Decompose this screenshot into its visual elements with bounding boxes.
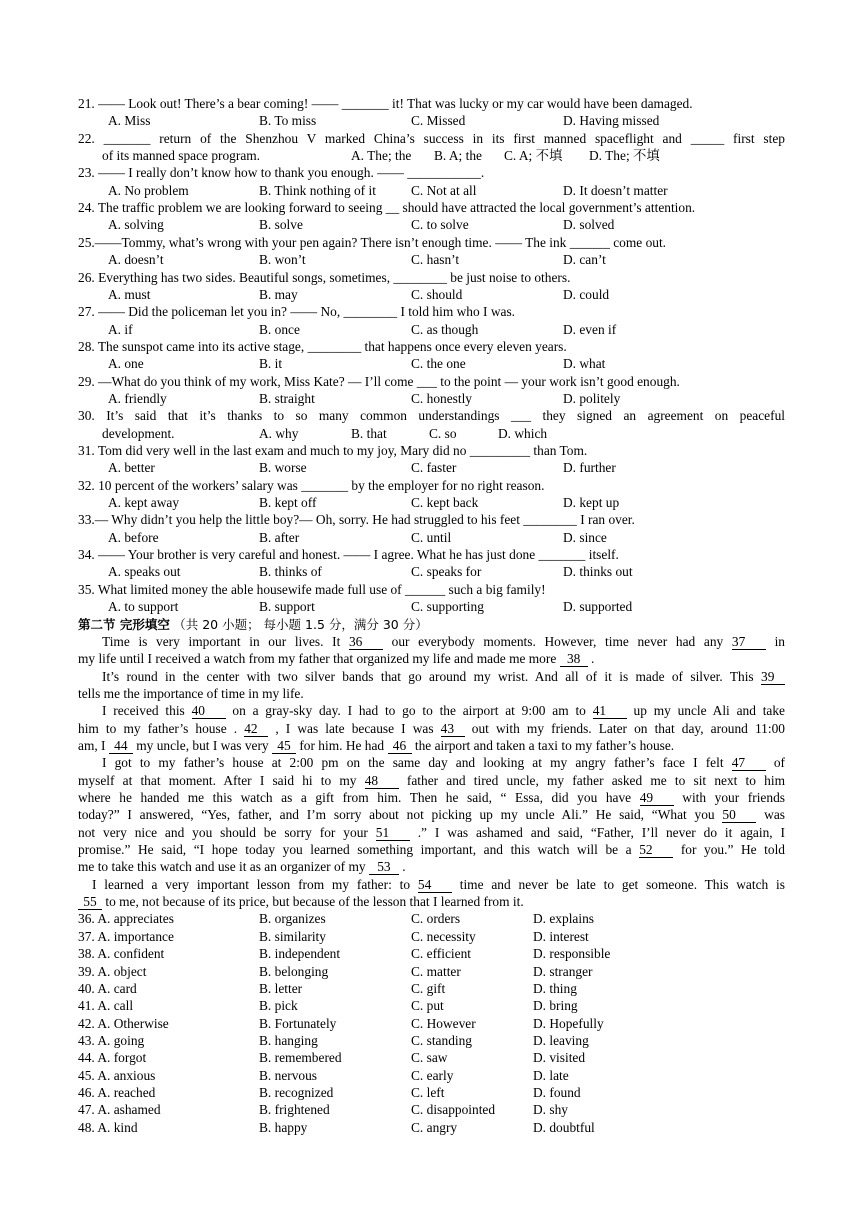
cloze-option: 36. A. appreciates — [78, 911, 174, 927]
answer-option: D. which — [498, 425, 548, 441]
passage-line — [78, 685, 785, 702]
text-run: for you.” He told — [680, 842, 785, 858]
answer-blank: 42 — [244, 722, 268, 737]
cloze-option: B. letter — [259, 980, 303, 996]
text-run: tells me the importance of time in my life. — [78, 685, 304, 701]
answer-option: D. politely — [563, 390, 621, 406]
question-stem — [78, 546, 785, 563]
cloze-option: B. independent — [259, 946, 341, 962]
text-run: up my uncle Ali and take — [633, 703, 785, 719]
cloze-option: D. shy — [533, 1102, 568, 1118]
question-stem — [78, 269, 785, 286]
cloze-option: B. recognized — [259, 1084, 334, 1100]
question-text: 33.— Why didn’t you help the little boy?— Oh, sorry. He had struggled to his feet ________ I ran over. — [78, 512, 635, 528]
cloze-option: B. organizes — [259, 911, 326, 927]
section-heading — [78, 616, 785, 633]
text-run: I learned a very important lesson from my father: to — [92, 876, 411, 892]
answer-blank: 43 — [441, 722, 465, 737]
cloze-option: C. disappointed — [411, 1102, 496, 1118]
cloze-option: B. hanging — [259, 1032, 318, 1048]
text-run: Time is very important in our lives. It — [102, 633, 341, 649]
answer-blank: 48 — [365, 774, 399, 789]
text-run: the airport and taken a taxi to my father’s house. — [414, 737, 675, 753]
question-stem-continued — [102, 425, 352, 442]
text-run: to me, not because of its price, but because of the lesson that I learned from it. — [105, 894, 524, 910]
answer-blank: 49 — [640, 791, 674, 806]
question-text: of its manned space program. — [102, 148, 261, 164]
question-text: 24. The traffic problem we are looking forward to seeing __ should have attracted the local government’s attention. — [78, 200, 696, 216]
text-run: him to my father’s house . — [78, 720, 238, 736]
answer-option: D. further — [563, 460, 616, 476]
passage-line — [102, 668, 785, 685]
cloze-option: C. early — [411, 1067, 454, 1083]
answer-option: D. solved — [563, 217, 615, 233]
question-stem — [78, 511, 785, 528]
answer-option: D. It doesn’t matter — [563, 182, 668, 198]
text-run: my life until I received a watch from my father that organized my life and made me more — [78, 651, 557, 667]
text-run: It’s round in the center with two silver bands that go around my wrist. And all of it is made of silver. This — [102, 668, 754, 684]
question-stem — [78, 477, 785, 494]
answer-blank: 45 — [272, 739, 296, 754]
question-text: 23. —— I really don’t know how to thank you enough. —— ___________. — [78, 165, 485, 181]
text-run: . — [591, 651, 595, 667]
question-text: 32. 10 percent of the workers’ salary was _______ by the employer for no right reason. — [78, 477, 545, 493]
cloze-option: 40. A. card — [78, 980, 137, 996]
cloze-option: D. Hopefully — [533, 1015, 604, 1031]
answer-option: C. as though — [411, 321, 479, 337]
answer-blank: 38 — [560, 652, 588, 667]
answer-option: C. faster — [411, 460, 457, 476]
question-stem — [78, 407, 785, 424]
question-stem — [78, 95, 785, 112]
answer-blank: 40 — [192, 704, 226, 719]
answer-option: B. Think nothing of it — [259, 182, 376, 198]
passage-line — [78, 841, 785, 858]
cloze-option: 42. A. Otherwise — [78, 1015, 169, 1031]
answer-option: A. The; the — [351, 148, 412, 164]
cloze-option: B. belonging — [259, 963, 329, 979]
text-run: father and tired uncle, my father asked me to sit next to him — [406, 772, 785, 788]
answer-option: D. what — [563, 356, 606, 372]
answer-option: B. once — [259, 321, 300, 337]
cloze-option: C. put — [411, 998, 444, 1014]
answer-option: B. straight — [259, 390, 315, 406]
answer-option: C. so — [429, 425, 457, 441]
cloze-option: B. happy — [259, 1119, 308, 1135]
passage-line — [78, 772, 785, 789]
cloze-option: C. left — [411, 1084, 445, 1100]
question-stem — [78, 338, 785, 355]
answer-option: A. must — [108, 286, 151, 302]
answer-blank: 36 — [349, 635, 383, 650]
text-run: .” I was ashamed and said, “Father, I’ll never do it again, I — [417, 824, 785, 840]
section-title: 第二节 完形填空 — [78, 616, 170, 632]
text-run: in — [774, 633, 785, 649]
answer-blank: 37 — [732, 635, 766, 650]
text-run: on a gray-sky day. I had to go to the airport at 9:00 am to — [232, 703, 586, 719]
answer-option: A. speaks out — [108, 564, 181, 580]
answer-option: D. thinks out — [563, 564, 633, 580]
question-stem — [78, 199, 785, 216]
text-run: of — [773, 755, 785, 771]
cloze-option: B. remembered — [259, 1050, 342, 1066]
text-run: not very nice and you should be sorry for your — [78, 824, 368, 840]
passage-line — [78, 789, 785, 806]
answer-option: B. kept off — [259, 495, 317, 511]
cloze-option: B. nervous — [259, 1067, 318, 1083]
answer-option: D. since — [563, 529, 607, 545]
text-run: out with my friends. Later on that day, around 11:00 — [471, 720, 785, 736]
text-run: our everybody moments. However, time never had any — [391, 633, 724, 649]
cloze-option: C. orders — [411, 911, 461, 927]
answer-option: C. Missed — [411, 113, 466, 129]
answer-option: A. solving — [108, 217, 164, 233]
question-text: 26. Everything has two sides. Beautiful songs, sometimes, ________ be just noise to others. — [78, 269, 571, 285]
question-text: 31. Tom did very well in the last exam and much to my joy, Mary did no _________ than Tom. — [78, 443, 588, 458]
question-stem — [78, 164, 785, 181]
passage-line — [78, 720, 785, 737]
passage-line — [102, 633, 785, 650]
answer-option: A. better — [108, 460, 155, 476]
answer-option: A. one — [108, 356, 144, 372]
question-text: 28. The sunspot came into its active stage, ________ that happens once every eleven years. — [78, 338, 567, 354]
question-text: 34. —— Your brother is very careful and honest. —— I agree. What he has just done _______ itself. — [78, 547, 619, 563]
answer-option: C. the one — [411, 356, 466, 372]
answer-option: C. honestly — [411, 390, 473, 406]
text-run: where he handed me this watch as a gift from him. Then he said, “ Essa, did you have — [78, 790, 632, 805]
cloze-option: 38. A. confident — [78, 946, 165, 962]
answer-blank: 41 — [593, 704, 627, 719]
text-run: time and never be late to get someone. This watch is — [459, 876, 785, 892]
text-run: me to take this watch and use it as an organizer of my — [78, 859, 366, 875]
answer-option: A. before — [108, 529, 159, 545]
text-run: today?” I answered, “Yes, father, and I’m sorry about not picking up my uncle Ali.” He said, “What you — [78, 807, 715, 823]
answer-option: B. A; the — [434, 148, 482, 164]
answer-option: C. speaks for — [411, 564, 482, 580]
answer-option: B. that — [351, 425, 387, 441]
cloze-option: 37. A. importance — [78, 928, 174, 944]
cloze-option: D. bring — [533, 998, 578, 1014]
answer-option: C. Not at all — [411, 182, 477, 198]
text-run: I received this — [102, 703, 185, 719]
answer-blank: 52 — [639, 843, 673, 858]
answer-option: C. hasn’t — [411, 252, 460, 268]
cloze-option: 47. A. ashamed — [78, 1102, 161, 1118]
question-stem — [78, 442, 785, 459]
passage-line — [102, 702, 785, 719]
text-run: , I was late because I was — [275, 720, 434, 736]
cloze-option: C. angry — [411, 1119, 458, 1135]
answer-option: D. Having missed — [563, 113, 660, 129]
passage-line — [78, 824, 785, 841]
question-text: 27. —— Did the policeman let you in? —— No, ________ I told him who I was. — [78, 304, 516, 320]
answer-option: A. No problem — [108, 182, 189, 198]
answer-option: D. could — [563, 286, 610, 302]
passage-line — [78, 858, 785, 875]
cloze-option: C. However — [411, 1015, 476, 1031]
answer-blank: 55 — [78, 895, 102, 910]
question-stem — [78, 581, 785, 598]
question-text: 22. _______ return of the Shenzhou V marked China’s success in its first manned spaceflight and _____ first step — [78, 130, 785, 146]
cloze-option: C. saw — [411, 1050, 448, 1066]
answer-option: B. thinks of — [259, 564, 322, 580]
question-stem — [78, 373, 785, 390]
question-stem — [78, 234, 785, 251]
question-text: 29. —What do you think of my work, Miss Kate? — I’ll come ___ to the point — your work isn’t good enough. — [78, 373, 680, 389]
answer-blank: 39 — [761, 670, 785, 685]
cloze-option: B. frightened — [259, 1102, 330, 1118]
cloze-option: C. standing — [411, 1032, 473, 1048]
cloze-option: C. efficient — [411, 946, 471, 962]
cloze-option: D. thing — [533, 980, 577, 996]
cloze-option: C. gift — [411, 980, 446, 996]
answer-option: A. to support — [108, 599, 179, 615]
cloze-option: 46. A. reached — [78, 1084, 156, 1100]
answer-blank: 54 — [418, 878, 452, 893]
question-stem — [78, 130, 785, 147]
cloze-option: 41. A. call — [78, 998, 134, 1014]
answer-option: B. worse — [259, 460, 307, 476]
cloze-option: 45. A. anxious — [78, 1067, 156, 1083]
text-run: promise.” He said, “I hope today you learned something important, and this watch will be a — [78, 842, 632, 858]
answer-blank: 44 — [109, 739, 133, 754]
answer-option: B. won’t — [259, 252, 306, 268]
answer-option: B. solve — [259, 217, 303, 233]
text-run: . — [402, 859, 406, 875]
answer-option: C. kept back — [411, 495, 479, 511]
answer-option: D. kept up — [563, 495, 620, 511]
answer-blank: 46 — [388, 739, 412, 754]
cloze-option: 39. A. object — [78, 963, 147, 979]
question-text: 35. What limited money the able housewife made full use of ______ such a big family! — [78, 581, 546, 597]
answer-option: D. The; 不填 — [589, 148, 660, 164]
cloze-option: B. pick — [259, 998, 298, 1014]
answer-option: D. can’t — [563, 252, 606, 268]
question-text: development. — [102, 425, 175, 441]
answer-option: C. supporting — [411, 599, 484, 615]
cloze-option: D. leaving — [533, 1032, 589, 1048]
section-note: （共 20 小题； 每小题 1.5 分，满分 30 分） — [173, 616, 428, 632]
answer-blank: 47 — [732, 756, 766, 771]
answer-blank: 51 — [376, 826, 410, 841]
answer-option: B. support — [259, 599, 315, 615]
answer-option: A. if — [108, 321, 133, 337]
answer-option: B. after — [259, 529, 300, 545]
cloze-option: B. similarity — [259, 928, 326, 944]
cloze-option: D. interest — [533, 928, 589, 944]
cloze-option: D. stranger — [533, 963, 593, 979]
question-text: 30. It’s said that it’s thanks to so many common understandings ___ they signed an agreement on peaceful — [78, 408, 785, 424]
answer-blank: 50 — [722, 808, 756, 823]
answer-option: B. To miss — [259, 113, 317, 129]
text-run: for him. He had — [299, 737, 385, 753]
answer-option: A. Miss — [108, 113, 151, 129]
text-run: myself at that moment. After I said hi to my — [78, 772, 357, 788]
answer-option: D. even if — [563, 321, 617, 337]
cloze-option: D. doubtful — [533, 1119, 595, 1135]
question-text: 25.——Tommy, what’s wrong with your pen again? There isn’t enough time. —— The ink ______ come out. — [78, 234, 667, 250]
cloze-option: C. matter — [411, 963, 461, 979]
answer-option: B. it — [259, 356, 283, 372]
question-stem-continued — [102, 147, 352, 164]
answer-option: D. supported — [563, 599, 633, 615]
question-text: 21. —— Look out! There’s a bear coming! —— _______ it! That was lucky or my car would have been damaged. — [78, 96, 693, 111]
cloze-option: D. explains — [533, 911, 594, 927]
answer-option: C. should — [411, 286, 463, 302]
passage-line — [92, 876, 785, 893]
answer-option: C. until — [411, 529, 452, 545]
text-run: my uncle, but I was very — [136, 737, 269, 753]
passage-line — [102, 754, 785, 771]
text-run: I got to my father’s house at 2:00 pm on the same day and looking at my angry father’s face I felt — [102, 755, 724, 771]
passage-line — [78, 737, 785, 754]
answer-option: C. to solve — [411, 217, 469, 233]
answer-option: A. friendly — [108, 390, 167, 406]
cloze-option: D. responsible — [533, 946, 611, 962]
question-stem — [78, 303, 785, 320]
passage-line — [78, 893, 785, 910]
cloze-option: D. late — [533, 1067, 569, 1083]
answer-option: B. may — [259, 286, 298, 302]
text-run: was — [764, 807, 785, 823]
answer-option: A. kept away — [108, 495, 180, 511]
cloze-option: D. found — [533, 1084, 581, 1100]
answer-option: C. A; 不填 — [504, 148, 563, 164]
text-run: am, I — [78, 737, 106, 753]
cloze-option: 48. A. kind — [78, 1119, 138, 1135]
answer-option: A. why — [259, 425, 299, 441]
answer-blank: 53 — [369, 860, 399, 875]
cloze-option: C. necessity — [411, 928, 476, 944]
cloze-option: 44. A. forgot — [78, 1050, 147, 1066]
cloze-option: 43. A. going — [78, 1032, 145, 1048]
passage-line — [78, 806, 785, 823]
passage-line — [78, 650, 778, 667]
answer-option: A. doesn’t — [108, 252, 164, 268]
cloze-option: B. Fortunately — [259, 1015, 337, 1031]
text-run: with your friends — [682, 790, 785, 805]
cloze-option: D. visited — [533, 1050, 586, 1066]
